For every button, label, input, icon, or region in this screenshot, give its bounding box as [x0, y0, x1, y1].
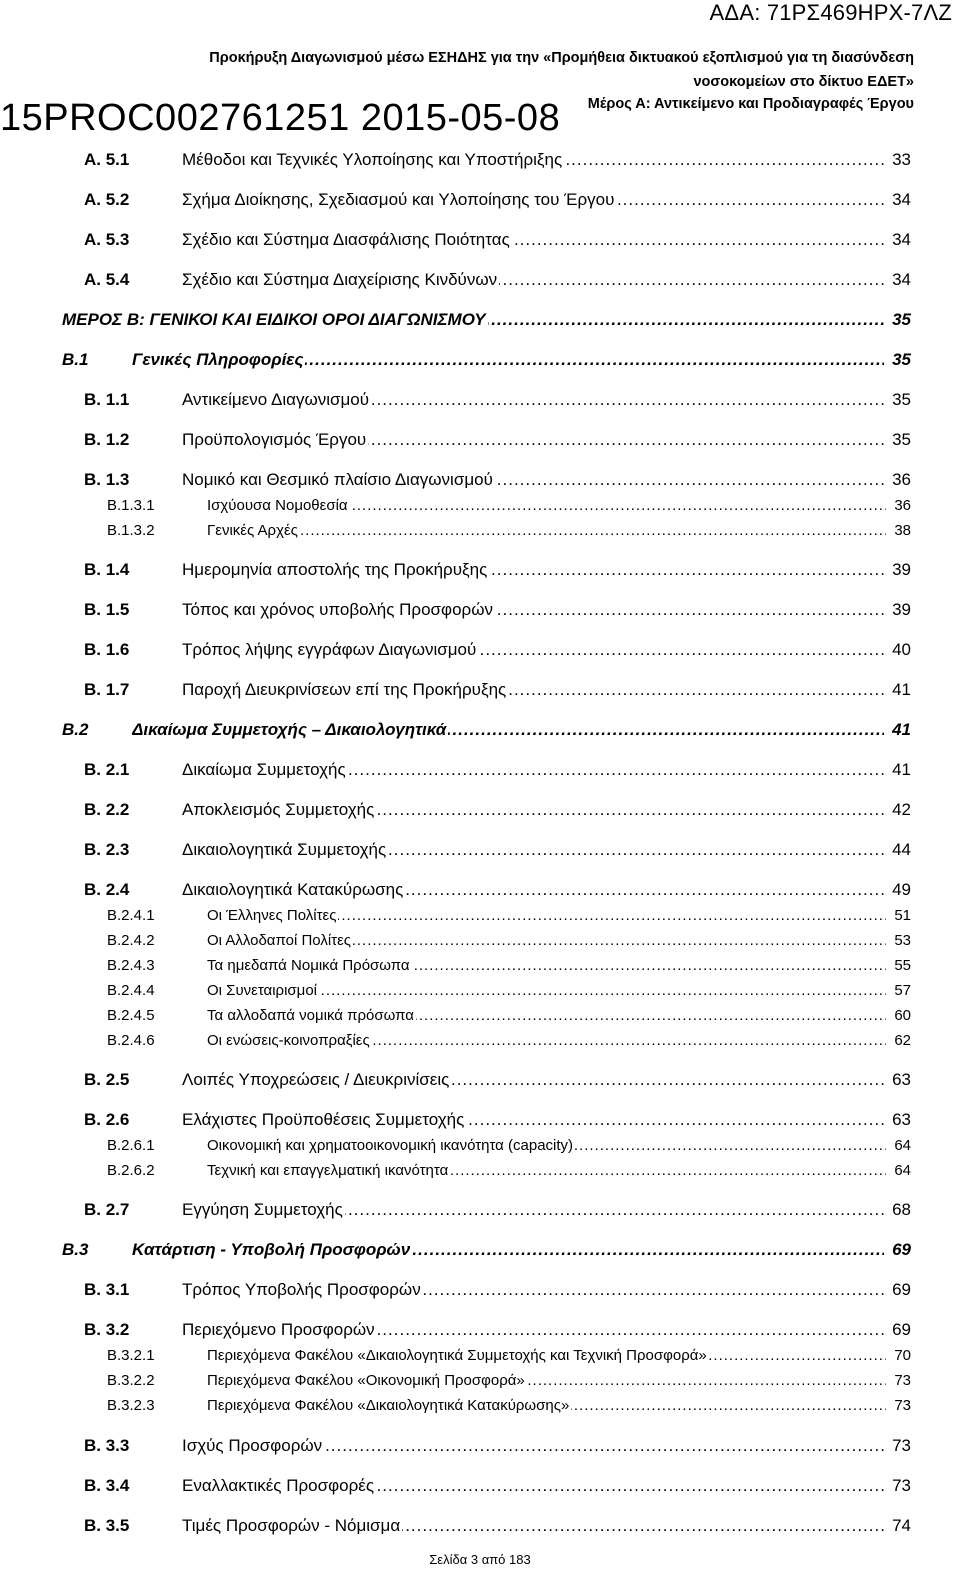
toc-entry-title-text: Τρόπος λήψης εγγράφων Διαγωνισμού	[182, 640, 477, 659]
toc-entry[interactable]	[0, 519, 960, 543]
toc-entry-page: 73	[894, 1397, 911, 1414]
header-line-1: Προκήρυξη Διαγωνισμού μέσω ΕΣΗΔΗΣ για την «Προμήθεια δικτυακού εξοπλισμού για τη διασύνδεση	[209, 50, 914, 66]
toc-entry[interactable]	[0, 228, 960, 252]
toc-entry-title	[182, 838, 884, 862]
toc-entry-number: Β. 2.2	[84, 800, 130, 819]
toc-entry-number: Β. 2.3	[84, 840, 130, 859]
header-line-3: Μέρος Α: Αντικείμενο και Προδιαγραφές Έργου	[587, 96, 914, 112]
toc-entry[interactable]	[0, 929, 960, 953]
toc-entry-number: Β.2.4.4	[107, 982, 155, 999]
toc-entry-title	[207, 904, 886, 928]
toc-entry[interactable]	[0, 1068, 960, 1092]
toc-entry-number: Α. 5.2	[84, 190, 130, 209]
toc-entry-title-text: Περιεχόμενα Φακέλου «Οικονομική Προσφορά»	[207, 1372, 525, 1389]
toc-entry-number: Β. 1.1	[84, 390, 130, 409]
toc-entry-number: Α. 5.3	[84, 230, 130, 249]
toc-entry-page: 41	[892, 680, 911, 699]
toc-entry-page: 34	[892, 190, 911, 209]
toc-entry-number: Β. 1.4	[84, 560, 130, 579]
toc-entry-title-text: ΜΕΡΟΣ Β: ΓΕΝΙΚΟΙ ΚΑΙ ΕΙΔΙΚΟΙ ΟΡΟΙ ΔΙΑΓΩΝΙΣΜΟΥ	[62, 310, 486, 329]
toc-entry-number: Β.2.4.3	[107, 957, 155, 974]
toc-entry-title	[182, 638, 884, 662]
toc-entry[interactable]	[0, 1029, 960, 1053]
toc-entry-page: 33	[892, 150, 911, 169]
toc-entry[interactable]	[0, 268, 960, 292]
toc-entry-page: 38	[894, 522, 911, 539]
toc-entry-title-text: Τα ημεδαπά Νομικά Πρόσωπα	[207, 957, 410, 974]
toc-entry-title	[207, 1344, 886, 1368]
toc-entry-title-text: Οι Αλλοδαποί Πολίτες	[207, 932, 352, 949]
toc-entry[interactable]	[0, 494, 960, 518]
toc-entry-title	[207, 1134, 886, 1158]
toc-entry-page: 64	[894, 1162, 911, 1179]
toc-entry-page: 62	[894, 1032, 911, 1049]
toc-entry[interactable]	[0, 1434, 960, 1458]
toc-entry-title	[182, 1434, 884, 1458]
toc-entry-title-text: Δικαίωμα Συμμετοχής	[182, 760, 346, 779]
toc-entry-title-text: Κατάρτιση - Υποβολή Προσφορών	[132, 1240, 411, 1259]
toc-entry-number: Β. 1.2	[84, 430, 130, 449]
toc-entry-page: 73	[892, 1476, 911, 1495]
toc-entry[interactable]	[0, 558, 960, 582]
toc-entry-page: 53	[894, 932, 911, 949]
toc-entry-number: Β.2	[62, 720, 89, 739]
toc-entry-title	[182, 388, 884, 412]
toc-entry-title	[182, 1068, 884, 1092]
toc-entry-number: Β. 2.7	[84, 1200, 130, 1219]
toc-entry-page: 35	[892, 350, 911, 369]
toc-entry-number: Β. 2.5	[84, 1070, 130, 1089]
toc-entry-title-text: Οικονομική και χρηματοοικονομική ικανότητα (capacity)	[207, 1137, 574, 1154]
toc-entry-title	[207, 1394, 886, 1418]
toc-entry-number: Β. 1.5	[84, 600, 130, 619]
toc-entry-title-text: Λοιπές Υποχρεώσεις / Διευκρινίσεις	[182, 1070, 450, 1089]
toc-entry[interactable]	[0, 188, 960, 212]
toc-entry-page: 35	[892, 310, 911, 329]
toc-entry-page: 51	[894, 907, 911, 924]
ada-stamp: ΑΔΑ: 71ΡΣ469ΗΡΧ-7ΛΖ	[709, 0, 952, 25]
toc-entry-number: Β.2.4.5	[107, 1007, 155, 1024]
toc-entry-page: 34	[892, 230, 911, 249]
toc-entry-title-text: Οι Έλληνες Πολίτες	[207, 907, 337, 924]
toc-entry-title-text: Δικαιολογητικά Κατακύρωσης	[182, 880, 404, 899]
toc-entry[interactable]	[0, 1514, 960, 1538]
toc-entry-number: Β.3	[62, 1240, 89, 1259]
toc-entry-title	[182, 558, 884, 582]
toc-entry-page: 63	[892, 1110, 911, 1129]
toc-entry[interactable]	[0, 1198, 960, 1222]
toc-entry-number: Β.3.2.1	[107, 1347, 155, 1364]
toc-entry-title-text: Τιμές Προσφορών - Νόμισμα	[182, 1516, 401, 1535]
toc-entry-title	[182, 1514, 884, 1538]
toc-entry-title	[207, 1004, 886, 1028]
toc-entry-title	[182, 1318, 884, 1342]
toc-entry-page: 69	[892, 1320, 911, 1339]
toc-entry-number: Β.2.4.1	[107, 907, 155, 924]
toc-entry-number: Β.3.2.3	[107, 1397, 155, 1414]
toc-entry[interactable]	[0, 1394, 960, 1418]
toc-entry-title	[182, 1474, 884, 1498]
toc-entry[interactable]	[0, 758, 960, 782]
toc-entry-title	[182, 228, 884, 252]
toc-entry[interactable]	[0, 1159, 960, 1183]
toc-entry[interactable]	[0, 1004, 960, 1028]
toc-entry-title-text: Αντικείμενο Διαγωνισμού	[182, 390, 370, 409]
toc-entry-title	[207, 1029, 886, 1053]
toc-entry[interactable]	[0, 308, 960, 332]
toc-entry[interactable]	[0, 904, 960, 928]
toc-entry-page: 63	[892, 1070, 911, 1089]
toc-entry-number: Β.1.3.2	[107, 522, 155, 539]
toc-entry-title-text: Οι ενώσεις-κοινοπραξίες	[207, 1032, 370, 1049]
toc-entry-title	[207, 929, 886, 953]
toc-entry-title-text: Γενικές Αρχές	[207, 522, 298, 539]
toc-entry[interactable]	[0, 1318, 960, 1342]
toc-entry-number: Β. 1.3	[84, 470, 130, 489]
toc-entry-page: 74	[892, 1516, 911, 1535]
toc-entry-title	[207, 979, 886, 1003]
toc-entry-page: 34	[892, 270, 911, 289]
toc-entry-page: 70	[894, 1347, 911, 1364]
toc-entry-title	[62, 308, 884, 332]
toc-entry-page: 36	[892, 470, 911, 489]
toc-entry-number: Β. 1.7	[84, 680, 130, 699]
toc-entry-title	[182, 1108, 884, 1132]
toc-entry[interactable]	[0, 878, 960, 902]
toc-entry[interactable]	[0, 428, 960, 452]
toc-entry-title	[182, 468, 884, 492]
toc-entry-number: Β. 2.4	[84, 880, 130, 899]
toc-entry-number: Β.1	[62, 350, 89, 369]
toc-entry[interactable]	[0, 1134, 960, 1158]
toc-entry-title	[182, 1278, 884, 1302]
toc-entry-page: 35	[892, 390, 911, 409]
toc-entry-title-text: Τεχνική και επαγγελματική ικανότητα	[207, 1162, 449, 1179]
toc-entry[interactable]	[0, 638, 960, 662]
toc-entry-title	[182, 678, 884, 702]
toc-entry[interactable]	[0, 388, 960, 412]
toc-entry-title	[182, 268, 884, 292]
toc-entry[interactable]	[0, 348, 960, 372]
toc-entry-page: 55	[894, 957, 911, 974]
proc-id-watermark: 15PROC002761251 2015-05-08	[0, 97, 561, 139]
toc-entry[interactable]	[0, 1278, 960, 1302]
toc-entry-title-text: Σχήμα Διοίκησης, Σχεδιασμού και Υλοποίησης του Έργου	[182, 190, 615, 209]
toc-entry-title-text: Ισχύς Προσφορών	[182, 1436, 323, 1455]
toc-entry-number: Β. 3.2	[84, 1320, 130, 1339]
toc-entry-page: 42	[892, 800, 911, 819]
toc-entry-title-text: Εναλλακτικές Προσφορές	[182, 1476, 375, 1495]
toc-entry-title-text: Σχέδιο και Σύστημα Διαχείρισης Κινδύνων	[182, 270, 498, 289]
toc-entry-title-text: Ημερομηνία αποστολής της Προκήρυξης	[182, 560, 488, 579]
toc-entry-title-text: Γενικές Πληροφορίες	[132, 350, 304, 369]
toc-entry-number: Β.1.3.1	[107, 497, 155, 514]
toc-entry[interactable]	[0, 1369, 960, 1393]
toc-entry-number: Β.2.4.2	[107, 932, 155, 949]
toc-entry-title	[182, 428, 884, 452]
toc-entry-title	[132, 718, 884, 742]
toc-entry-page: 49	[892, 880, 911, 899]
toc-entry-title-text: Αποκλεισμός Συμμετοχής	[182, 800, 375, 819]
toc-entry-title	[182, 798, 884, 822]
toc-entry-title-text: Περιεχόμενο Προσφορών	[182, 1320, 375, 1339]
toc-entry-title	[132, 1238, 884, 1262]
toc-entry-title	[207, 1369, 886, 1393]
toc-entry-title-text: Μέθοδοι και Τεχνικές Υλοποίησης και Υποστήριξης	[182, 150, 563, 169]
toc-entry-number: Α. 5.1	[84, 150, 130, 169]
toc-entry-title-text: Εγγύηση Συμμετοχής	[182, 1200, 343, 1219]
toc-entry[interactable]	[0, 1108, 960, 1132]
toc-entry-number: Β.2.6.1	[107, 1137, 155, 1154]
toc-entry-number: Α. 5.4	[84, 270, 130, 289]
toc-entry-page: 64	[894, 1137, 911, 1154]
toc-entry-title	[132, 348, 884, 372]
toc-entry-page: 73	[894, 1372, 911, 1389]
toc-entry[interactable]	[0, 1238, 960, 1262]
toc-entry[interactable]	[0, 148, 960, 172]
toc-entry-number: Β.2.4.6	[107, 1032, 155, 1049]
toc-entry-page: 69	[892, 1240, 911, 1259]
toc-entry[interactable]	[0, 838, 960, 862]
toc-entry-number: Β. 3.3	[84, 1436, 130, 1455]
toc-entry-title	[182, 1198, 884, 1222]
toc-entry-title	[182, 188, 884, 212]
toc-entry-title-text: Τρόπος Υποβολής Προσφορών	[182, 1280, 421, 1299]
toc-entry-number: Β. 3.5	[84, 1516, 130, 1535]
toc-entry-number: Β. 3.4	[84, 1476, 130, 1495]
toc-entry-page: 39	[892, 600, 911, 619]
toc-entry-title-text: Οι Συνεταιρισμοί	[207, 982, 317, 999]
toc-entry-page: 41	[892, 720, 911, 739]
toc-entry-page: 73	[892, 1436, 911, 1455]
toc-entry-title-text: Δικαιολογητικά Συμμετοχής	[182, 840, 387, 859]
toc-entry-title-text: Νομικό και Θεσμικό πλαίσιο Διαγωνισμού	[182, 470, 493, 489]
toc-entry-page: 36	[894, 497, 911, 514]
toc-entry[interactable]	[0, 468, 960, 492]
toc-entry-title	[182, 598, 884, 622]
toc-entry-page: 40	[892, 640, 911, 659]
toc-entry-title	[207, 519, 886, 543]
page-footer: Σελίδα 3 από 183	[429, 1552, 531, 1567]
toc-entry[interactable]	[0, 598, 960, 622]
toc-entry-page: 60	[894, 1007, 911, 1024]
toc-entry-number: Β. 3.1	[84, 1280, 130, 1299]
toc-entry-title-text: Τόπος και χρόνος υποβολής Προσφορών	[182, 600, 493, 619]
toc-entry-page: 35	[892, 430, 911, 449]
toc-entry-page: 57	[894, 982, 911, 999]
toc-entry-title	[207, 954, 886, 978]
toc-entry-page: 68	[892, 1200, 911, 1219]
toc-entry-title-text: Περιεχόμενα Φακέλου «Δικαιολογητικά Συμμετοχής και Τεχνική Προσφορά»	[207, 1347, 707, 1364]
toc-entry[interactable]	[0, 718, 960, 742]
toc-entry-page: 41	[892, 760, 911, 779]
toc-entry-title	[182, 148, 884, 172]
header-line-2: νοσοκομείων στο δίκτυο ΕΔΕΤ»	[693, 74, 914, 90]
toc-entry-title	[182, 878, 884, 902]
toc-entry-number: Β.2.6.2	[107, 1162, 155, 1179]
toc-entry-number: Β. 2.6	[84, 1110, 130, 1129]
toc-entry-title	[207, 494, 886, 518]
toc-entry[interactable]	[0, 954, 960, 978]
toc-entry-title-text: Περιεχόμενα Φακέλου «Δικαιολογητικά Κατακύρωσης»	[207, 1397, 570, 1414]
toc-entry-title-text: Παροχή Διευκρινίσεων επί της Προκήρυξης	[182, 680, 507, 699]
toc-entry-title-text: Σχέδιο και Σύστημα Διασφάλισης Ποιότητας	[182, 230, 510, 249]
toc-entry[interactable]	[0, 979, 960, 1003]
toc-entry-page: 44	[892, 840, 911, 859]
toc-entry[interactable]	[0, 1474, 960, 1498]
toc-entry-number: Β. 1.6	[84, 640, 130, 659]
toc-entry-title-text: Τα αλλοδαπά νομικά πρόσωπα	[207, 1007, 414, 1024]
toc-entry-number: Β.3.2.2	[107, 1372, 155, 1389]
toc-entry-title-text: Δικαίωμα Συμμετοχής – Δικαιολογητικά	[132, 720, 447, 739]
toc-entry-page: 69	[892, 1280, 911, 1299]
toc-entry-title	[182, 758, 884, 782]
toc-entry-page: 39	[892, 560, 911, 579]
toc-entry[interactable]	[0, 1344, 960, 1368]
toc-entry[interactable]	[0, 798, 960, 822]
toc-entry-number: Β. 2.1	[84, 760, 130, 779]
toc-entry-title-text: Ελάχιστες Προϋποθέσεις Συμμετοχής	[182, 1110, 465, 1129]
toc-entry-title	[207, 1159, 886, 1183]
toc-entry-title-text: Ισχύουσα Νομοθεσία	[207, 497, 348, 514]
toc-entry-title-text: Προϋπολογισμός Έργου	[182, 430, 367, 449]
toc-entry[interactable]	[0, 678, 960, 702]
